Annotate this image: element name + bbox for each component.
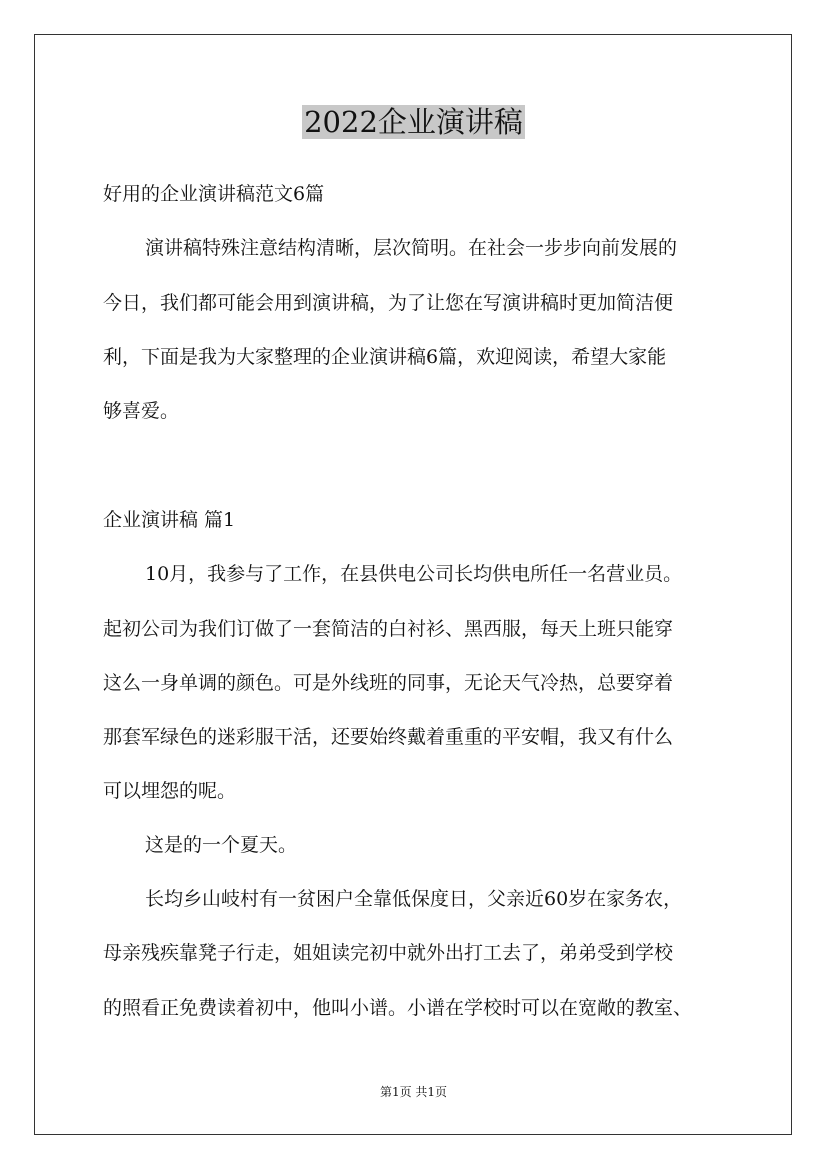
body-line: 长均乡山岐村有一贫困户全靠低保度日，父亲近60岁在家务农，: [145, 888, 683, 910]
body-line: 10月，我参与了工作，在县供电公司长均供电所任一名营业员。: [145, 563, 683, 585]
intro-line: 利，下面是我为大家整理的企业演讲稿6篇，欢迎阅读，希望大家能: [103, 346, 667, 368]
page-number-footer: 第1页 共1页: [379, 1085, 448, 1099]
document-title: 2022企业演讲稿: [304, 105, 523, 139]
body-line: 那套军绿色的迷彩服干活，还要始终戴着重重的平安帽，我又有什么: [103, 726, 674, 748]
body-line: 的照看正免费读着初中，他叫小谱。小谱在学校时可以在宽敞的教室、: [103, 997, 693, 1019]
section-heading: 企业演讲稿 篇1: [103, 509, 236, 531]
body-line: 母亲残疾靠凳子行走，姐姐读完初中就外出打工去了，弟弟受到学校: [103, 942, 674, 964]
body-line: 可以埋怨的呢。: [103, 780, 237, 802]
intro-line: 今日，我们都可能会用到演讲稿，为了让您在写演讲稿时更加简洁便: [103, 292, 674, 314]
intro-line: 够喜爱。: [103, 400, 180, 422]
body-line: 这么一身单调的颜色。可是外线班的同事，无论天气冷热，总要穿着: [103, 672, 674, 694]
intro-line: 演讲稿特殊注意结构清晰，层次简明。在社会一步步向前发展的: [145, 237, 678, 259]
body-line: 这是的一个夏天。: [145, 834, 298, 856]
document-subtitle: 好用的企业演讲稿范文6篇: [103, 183, 325, 205]
body-line: 起初公司为我们订做了一套简洁的白衬衫、黑西服，每天上班只能穿: [103, 618, 674, 640]
